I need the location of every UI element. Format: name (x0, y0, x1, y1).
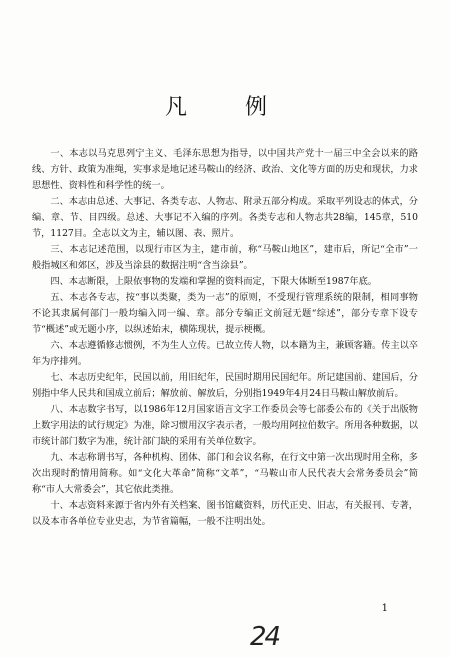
paragraph-6: 六、本志遵循修志惯例，不为生人立传。已故立传人物，以本籍为主，兼顾客籍。传主以卒年为序排列。 (32, 340, 418, 367)
paragraph-7: 七、本志历史纪年，民国以前，用旧纪年，民国时期用民国纪年。所记建国前、建国后，分别指中华人民共和国成立前后；解放前、解放后，分别指1949年4月24日马鞍山解放前后。 (32, 372, 418, 399)
paragraph-1: 一、本志以马克思列宁主义、毛泽东思想为指导，以中国共产党十一届三中全会以来的路线、方针、政策为准绳，实事求是地记述马鞍山的经济、政治、文化等方面的历史和现状，力求思想性、资料性和科学性的统一。 (32, 148, 418, 191)
page-title: 凡 例 (164, 95, 285, 120)
paragraph-8: 八、本志数字书写，以1986年12月国家语言文字工作委员会等七部委公布的《关于出版物上数字用法的试行规定》为准，除习惯用汉字表示者，一般均用阿拉伯数字。所用各种数据，以市统计部门数字为准，统计部门缺的采用有关单位数字。 (32, 404, 418, 447)
paragraph-3: 三、本志记述范围，以现行市区为主，建市前，称“马鞍山地区”，建市后，所记“全市”一般指城区和郊区，涉及当涂县的数据注明“含当涂县”。 (32, 244, 418, 271)
handwritten-note: 24 (250, 622, 280, 652)
paragraph-5: 五、本志各专志，按“事以类聚，类为一志”的原则，不受现行管理系统的限制，相同事物不论其隶属何部门一般均编入同一编、章。部分专编正文前冠无题“综述”，部分专章下设专节“概述”或无题小序，以纵述始末，横陈现状，提示梗概。 (32, 292, 418, 335)
paragraph-2: 二、本志由总述、大事记、各类专志、人物志、附录五部分构成。采取平列设志的体式，分编、章、节、目四级。总述、大事记不入编的序列。各类专志和人物志共28编，145章，510节，1127目。全志以文为主，辅以图、表、照片。 (32, 196, 418, 239)
paragraph-4: 四、本志断限，上限依事物的发端和掌握的资料而定，下限大体断至1987年底。 (50, 276, 377, 287)
paragraph-10: 十、本志资料来源于省内外有关档案、图书馆藏资料，历代正史、旧志，有关报刊、专著，以及本市各单位专业史志，为节省篇幅，一般不注明出处。 (32, 500, 418, 527)
page-number: 1 (381, 603, 388, 614)
paragraph-9: 九、本志称谓书写，各种机构、团体、部门和会议名称，在行文中第一次出现时用全称，多次出现时酌情用简称。如“文化大革命”简称“文革”，“马鞍山市人民代表大会常务委员会”简称“市人大常委会”，其它依此类推。 (32, 452, 418, 495)
body-text (32, 146, 418, 530)
